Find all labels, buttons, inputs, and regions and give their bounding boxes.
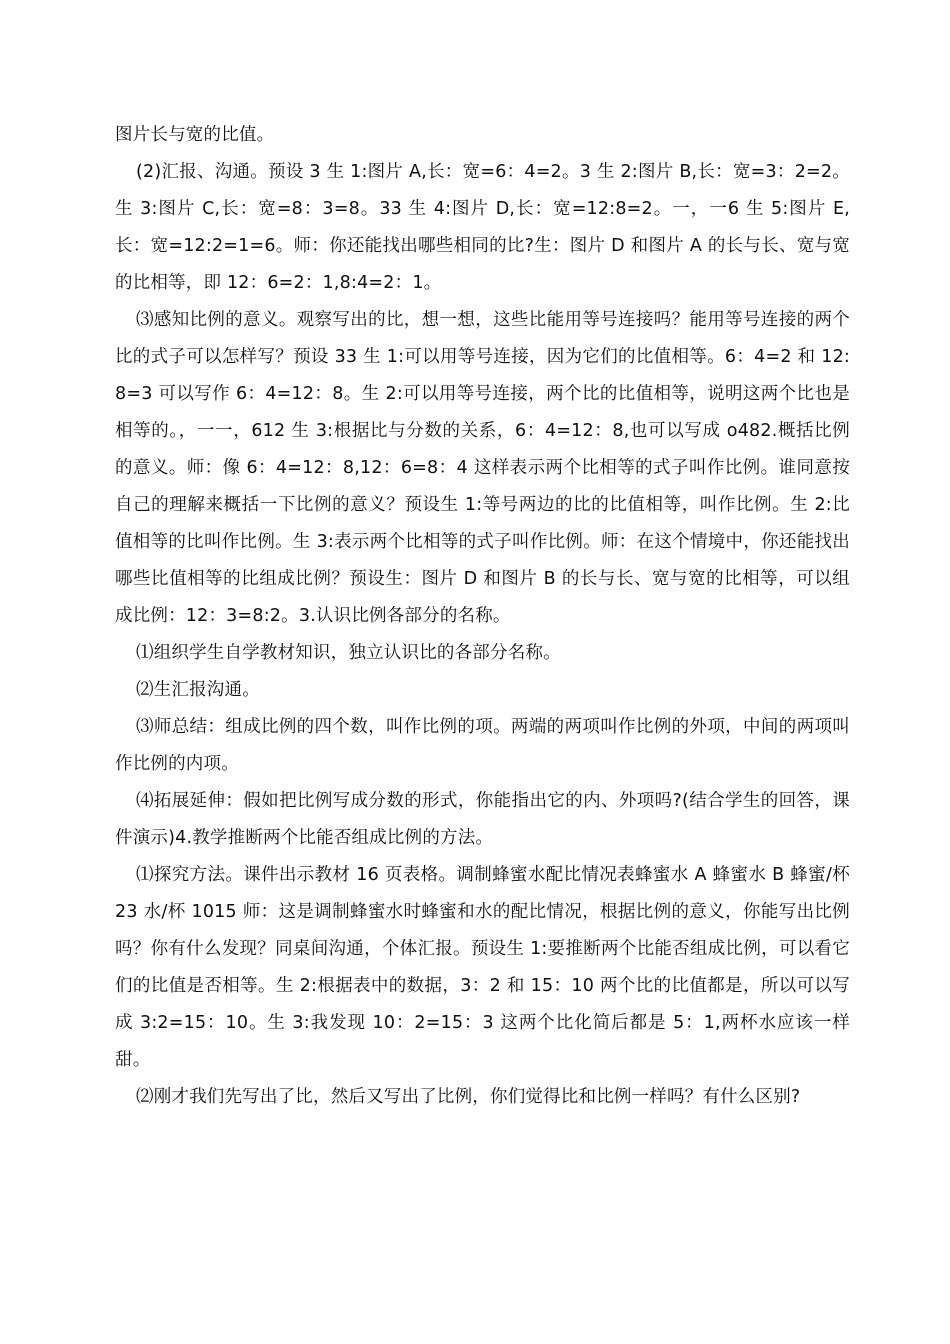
paragraph-6: ⑶师总结：组成比例的四个数，叫作比例的项。两端的两项叫作比例的外项，中间的两项叫作比例的内项。 <box>115 717 850 774</box>
paragraph-3: ⑶感知比例的意义。观察写出的比，想一想，这些比能用等号连接吗？能用等号连接的两个比的式子可以怎样写？预设 33 生 1:可以用等号连接，因为它们的比值相等。6：4=2 和 12:8=3 可以写作 6：4=12：8。生 2:可以用等号连接，两个比的比值相等，说明这两个比也是相等的。，一一，612 生 3:根据比与分数的关系，6：4=12：8,也可以写成 o482.概括比例的意义。师：像 6：4=12：8,12：6=8：4 这样表示两个比相等的式子叫作比例。谁同意按自己的理解来概括一下比例的意义？预设生 1:等号两边的比的比值相等，叫作比例。生 2:比值相等的比叫作比例。生 3:表示两个比相等的式子叫作比例。师：在这个情境中，你还能找出哪些比值相等的比组成比例？预设生：图片 D 和图片 B 的长与长、宽与宽的比相等，可以组成比例：12：3=8:2。3.认识比例各部分的名称。 <box>115 310 850 626</box>
paragraph-8: ⑴探究方法。课件出示教材 16 页表格。调制蜂蜜水配比情况表蜂蜜水 A 蜂蜜水 B 蜂蜜/杯 23 水/杯 1015 师：这是调制蜂蜜水时蜂蜜和水的配比情况，根据比例的意义，你能写出比例吗？你有什么发现？同桌间沟通，个体汇报。预设生 1:要推断两个比能否组成比例，可以看它们的比值是否相等。生 2:根据表中的数据，3：2 和 15：10 两个比的比值都是，所以可以写成 3:2=15：10。生 3:我发现 10：2=15：3 这两个比化简后都是 5：1,两杯水应该一样甜。 <box>115 865 850 1070</box>
document-body <box>115 117 850 1116</box>
paragraph-7: ⑷拓展延伸：假如把比例写成分数的形式，你能指出它的内、外项吗?(结合学生的回答，课件演示)4.教学推断两个比能否组成比例的方法。 <box>115 791 850 848</box>
paragraph-2: (2)汇报、沟通。预设 3 生 1:图片 A,长：宽=6：4=2。3 生 2:图片 B,长：宽=3：2=2。生 3:图片 C,长：宽=8：3=8。33 生 4:图片 D,长：宽=12:8=2。一，一6 生 5:图片 E,长：宽=12:2=1=6。师：你还能找出哪些相同的比?生：图片 D 和图片 A 的长与长、宽与宽的比相等，即 12：6=2：1,8:4=2：1。 <box>115 162 850 293</box>
paragraph-4: ⑴组织学生自学教材知识，独立认识比的各部分名称。 <box>136 643 561 663</box>
paragraph-1: 图片长与宽的比值。 <box>115 125 275 145</box>
paragraph-9: ⑵刚才我们先写出了比，然后又写出了比例，你们觉得比和比例一样吗？有什么区别? <box>136 1087 801 1107</box>
paragraph-5: ⑵生汇报沟通。 <box>136 680 260 700</box>
